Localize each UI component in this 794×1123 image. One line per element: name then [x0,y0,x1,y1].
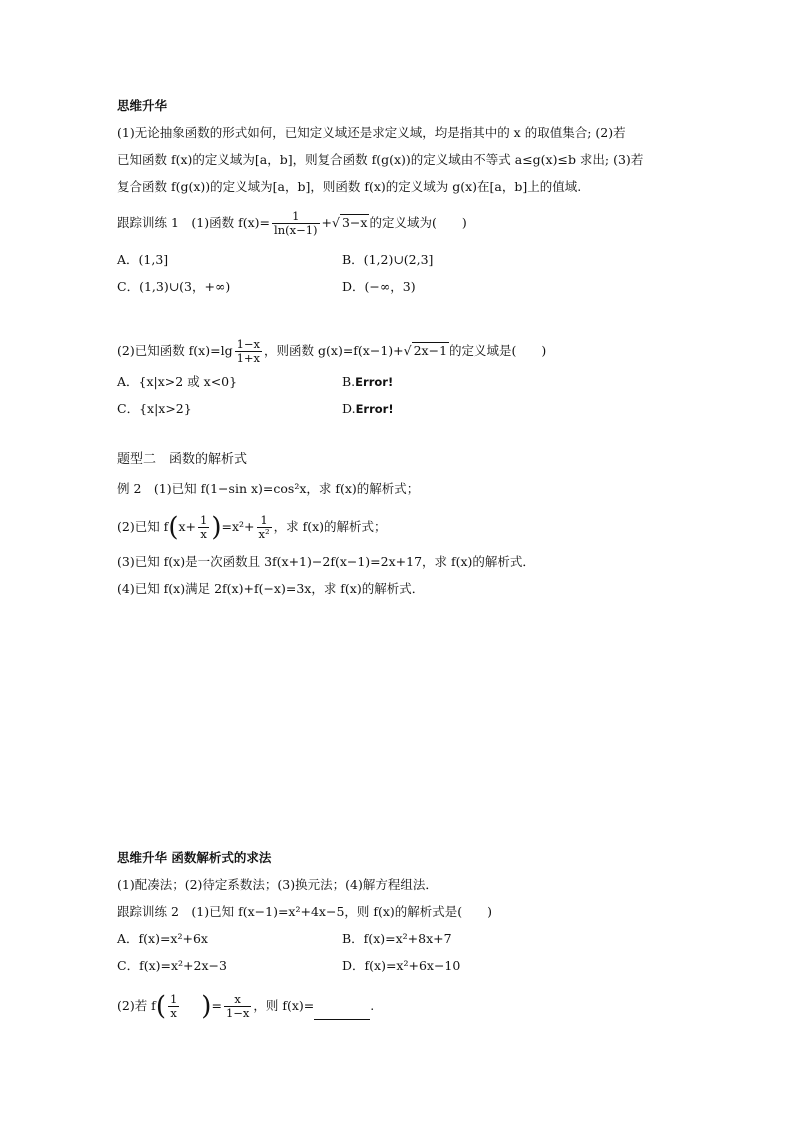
option-d: D．(−∞，3) [342,279,416,294]
fraction-numerator: 1 [169,992,178,1006]
option-b [342,373,393,391]
summary-1-line-2: 已知函数 f(x)的定义域为[a，b]，则复合函数 f(g(x))的定义域由不等式 a≤g(x)≤b 求出; (3)若 [117,152,644,167]
exercise-1-q1-prefix: 跟踪训练 1 (1)函数 f(x)= [117,215,271,230]
option-c: C．{x|x>2} [117,401,192,416]
radicand: 3−x [341,215,368,230]
right-paren: ) [201,991,212,1022]
fraction-1 [168,993,179,1020]
example-2-line-3: (3)已知 f(x)是一次函数且 3f(x+1)−2f(x−1)=2x+17，求 f(x)的解析式． [117,554,535,569]
exercise-1-q1-suffix: 的定义域为( ) [369,215,467,230]
example-2-line-2 [117,514,387,541]
fraction-numerator: 1 [200,513,208,527]
exercise-1-q2-prefix: (2)已知函数 f(x)=lg [117,343,233,358]
option-d-label: D. [342,401,356,416]
radicand: 2x−1 [413,343,448,358]
example-2-l2-middle: =x²+ [221,519,255,534]
sqrt-expression: √ 2x−1 [403,343,448,358]
section-title-summary-1: 思维升华 [117,98,168,113]
exercise-2-q2-prefix: (2)若 f [117,998,156,1013]
section-title-type-2: 题型二 函数的解析式 [117,452,248,467]
fraction-denominator: x [168,1006,179,1020]
answer-blank[interactable] [314,1005,370,1020]
example-2-line-1: 例 2 (1)已知 f(1−sin x)=cos²x，求 f(x)的解析式； [117,481,420,496]
fraction-denominator: x² [258,527,270,541]
fraction-denominator: 1−x [225,1006,250,1020]
fraction-2 [257,514,272,541]
fraction-numerator: x [234,992,241,1006]
fraction-numerator: 1 [260,513,268,527]
exercise-2-q2-suffix: ，则 f(x)= [253,998,315,1013]
fraction-numerator: 1−x [236,337,261,351]
fraction-denominator: x [198,527,209,541]
left-paren: ( [168,512,179,543]
fraction-denominator: 1+x [236,351,261,365]
option-b: B．(1,2)∪(2,3] [342,252,434,267]
left-paren: ( [155,991,166,1022]
exercise-1-q2-middle: ，则函数 g(x)=f(x−1)+ [264,343,404,358]
right-paren: ) [211,512,222,543]
option-a: A．f(x)=x²+6x [117,931,208,946]
summary-1-line-3: 复合函数 f(g(x))的定义域为[a，b]，则函数 f(x)的定义域为 g(x)在[a，b]上的值域. [117,179,582,194]
error-text: Error! [355,402,394,416]
summary-2-line-1: (1)配凑法；(2)待定系数法；(3)换元法；(4)解方程组法． [117,877,438,892]
example-2-line-4: (4)已知 f(x)满足 2f(x)+f(−x)=3x，求 f(x)的解析式． [117,581,425,596]
exercise-2-question-2 [117,993,374,1020]
error-text: Error! [355,375,394,389]
option-c: C．(1,3)∪(3，+∞) [117,279,231,294]
section-title-summary-2: 思维升华 函数解析式的求法 [117,850,272,865]
fraction-numerator: 1 [292,209,300,223]
option-a: A．(1,3] [117,252,169,267]
exercise-2-question-1: 跟踪训练 2 (1)已知 f(x−1)=x²+4x−5，则 f(x)的解析式是( ) [117,904,493,919]
option-a: A．{x|x>2 或 x<0} [117,374,238,389]
example-2-l2-prefix: (2)已知 f [117,519,169,534]
fraction-denominator: ln(x−1) [274,223,318,237]
example-2-l2-suffix: ，求 f(x)的解析式； [273,519,387,534]
exercise-1-question-1 [117,210,467,237]
exercise-1-q1-fraction [272,210,320,237]
option-d [342,400,394,418]
sqrt-expression: √ 3−x [332,215,368,230]
option-d: D．f(x)=x²+6x−10 [342,958,461,973]
option-b: B．f(x)=x²+8x+7 [342,931,452,946]
plus-sign: + [321,215,332,230]
fraction-1 [198,514,209,541]
exercise-1-q2-suffix: 的定义域是( ) [449,343,547,358]
inner-expression: x+ [178,519,196,534]
summary-1-line-1: (1)无论抽象函数的形式如何，已知定义域还是求定义域，均是指其中的 x 的取值集合; (2)若 [117,125,626,140]
period: . [370,998,375,1013]
fraction-2 [224,993,251,1020]
equals-sign: = [211,998,222,1013]
exercise-1-q2-fraction [235,338,262,365]
exercise-1-question-2 [117,338,546,365]
option-b-label: B. [342,374,356,389]
option-c: C．f(x)=x²+2x−3 [117,958,227,973]
